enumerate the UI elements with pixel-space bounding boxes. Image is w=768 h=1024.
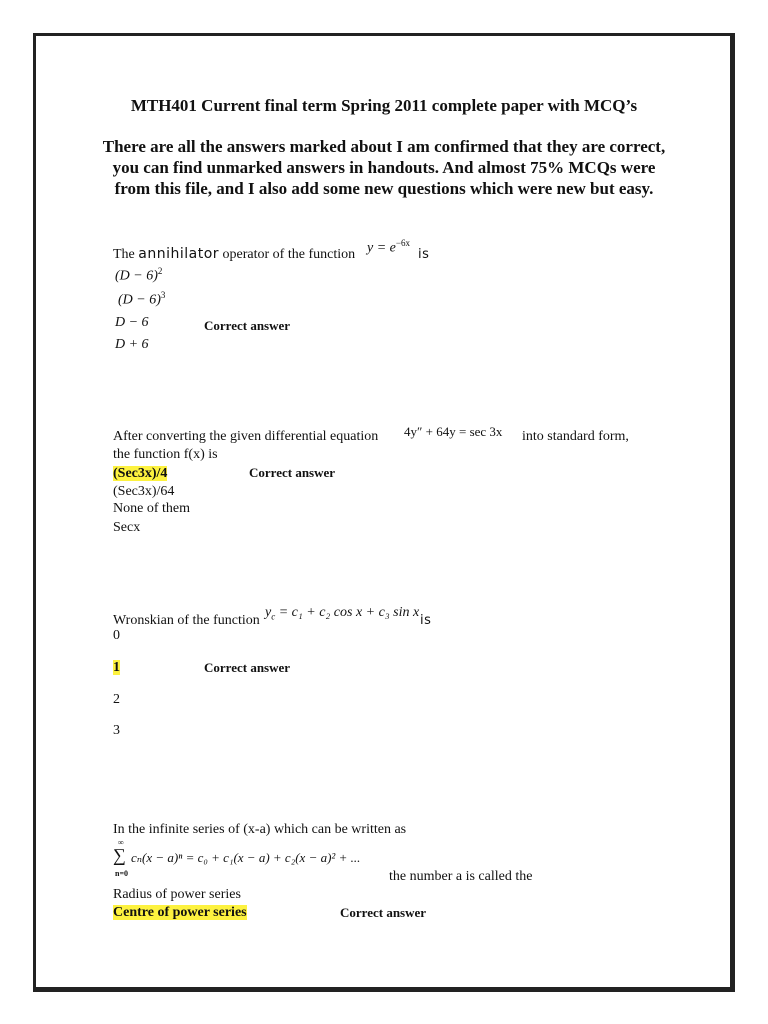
q3-option-3[interactable]: 2 <box>113 692 120 707</box>
q4-sum-lower: n=0 <box>115 869 129 878</box>
q1-correct-label: Correct answer <box>204 318 291 333</box>
q2-option-2[interactable]: (Sec3x)/64 <box>113 484 175 499</box>
q4-option-2[interactable] <box>113 904 247 922</box>
q1-option-1-base: (D − 6) <box>115 268 158 284</box>
q2-option-1-text: (Sec3x)/4 <box>113 466 168 481</box>
q3-option-2[interactable] <box>113 659 120 677</box>
q1-option-1[interactable] <box>115 266 162 284</box>
q1-eq-exp: −6x <box>395 238 410 248</box>
q3-option-4[interactable]: 3 <box>113 723 120 738</box>
q3-eq-y: y <box>265 605 272 620</box>
q4-correct-label: Correct answer <box>340 905 427 920</box>
q3-stem: Wronskian of the function <box>113 613 260 628</box>
q4-option-1[interactable]: Radius of power series <box>113 887 241 902</box>
q3-option-1[interactable]: 0 <box>113 628 120 643</box>
q1-option-2-exp: 3 <box>160 290 166 300</box>
q4-sigma-symbol: ∑ <box>113 845 126 865</box>
q1-eq-base: y = e <box>367 240 396 256</box>
q1-equation <box>367 238 410 256</box>
q3-correct-label: Correct answer <box>204 660 291 675</box>
q1-stem-annihilator: annihilator <box>138 246 220 262</box>
q1-option-1-exp: 2 <box>157 266 163 276</box>
q4-equation: cₙ(x − a)ⁿ = c₀ + c₁(x − a) + c₂(x − a)² + ... <box>131 850 361 865</box>
q2-stem: After converting the given differential equation <box>113 429 379 444</box>
q1-option-4[interactable] <box>115 336 149 353</box>
q2-correct-label: Correct answer <box>249 465 336 480</box>
q1-stem-text: The <box>113 247 139 262</box>
q1-option-2-base: (D − 6) <box>118 292 161 308</box>
q1-suffix: is <box>418 247 430 262</box>
q2-option-3[interactable]: None of them <box>113 501 190 516</box>
q4-stem-suffix: the number a is called the <box>389 869 533 884</box>
q1-stem-text-2: operator of the function <box>219 247 356 262</box>
q2-option-1[interactable] <box>113 465 167 483</box>
q3-eq-sub: c <box>271 611 276 622</box>
q4-stem: In the infinite series of (x-a) which can be written as <box>113 822 407 837</box>
q2-stem-line-2: the function f(x) is <box>113 447 218 462</box>
q1-option-4-base: D + 6 <box>115 337 149 352</box>
q3-option-2-text: 1 <box>113 660 120 675</box>
q4-option-2-text: Centre of power series <box>113 905 247 920</box>
q3-eq-rest: = c₁ + c₂ cos x + c₃ sin x <box>275 605 420 620</box>
q1-option-3[interactable] <box>115 314 149 331</box>
q2-stem-suffix: into standard form, <box>522 429 629 444</box>
q3-equation <box>265 604 419 622</box>
q2-equation: 4y″ + 64y = sec 3x <box>404 424 503 439</box>
q1-option-3-base: D − 6 <box>115 315 149 330</box>
intro-paragraph: There are all the answers marked about I am confirmed that they are correct, you can find unmarked answers in handouts. And almost 75% MCQs were from this file, and I also add some new questions which were new but easy. <box>102 137 666 198</box>
q4-sum-upper: ∞ <box>118 838 124 847</box>
q1-option-2[interactable] <box>118 290 165 308</box>
q3-suffix: is <box>420 613 432 628</box>
q2-option-4[interactable]: Secx <box>113 520 141 535</box>
page-title: MTH401 Current final term Spring 2011 complete paper with MCQ’s <box>130 96 638 115</box>
q1-stem <box>113 245 355 264</box>
